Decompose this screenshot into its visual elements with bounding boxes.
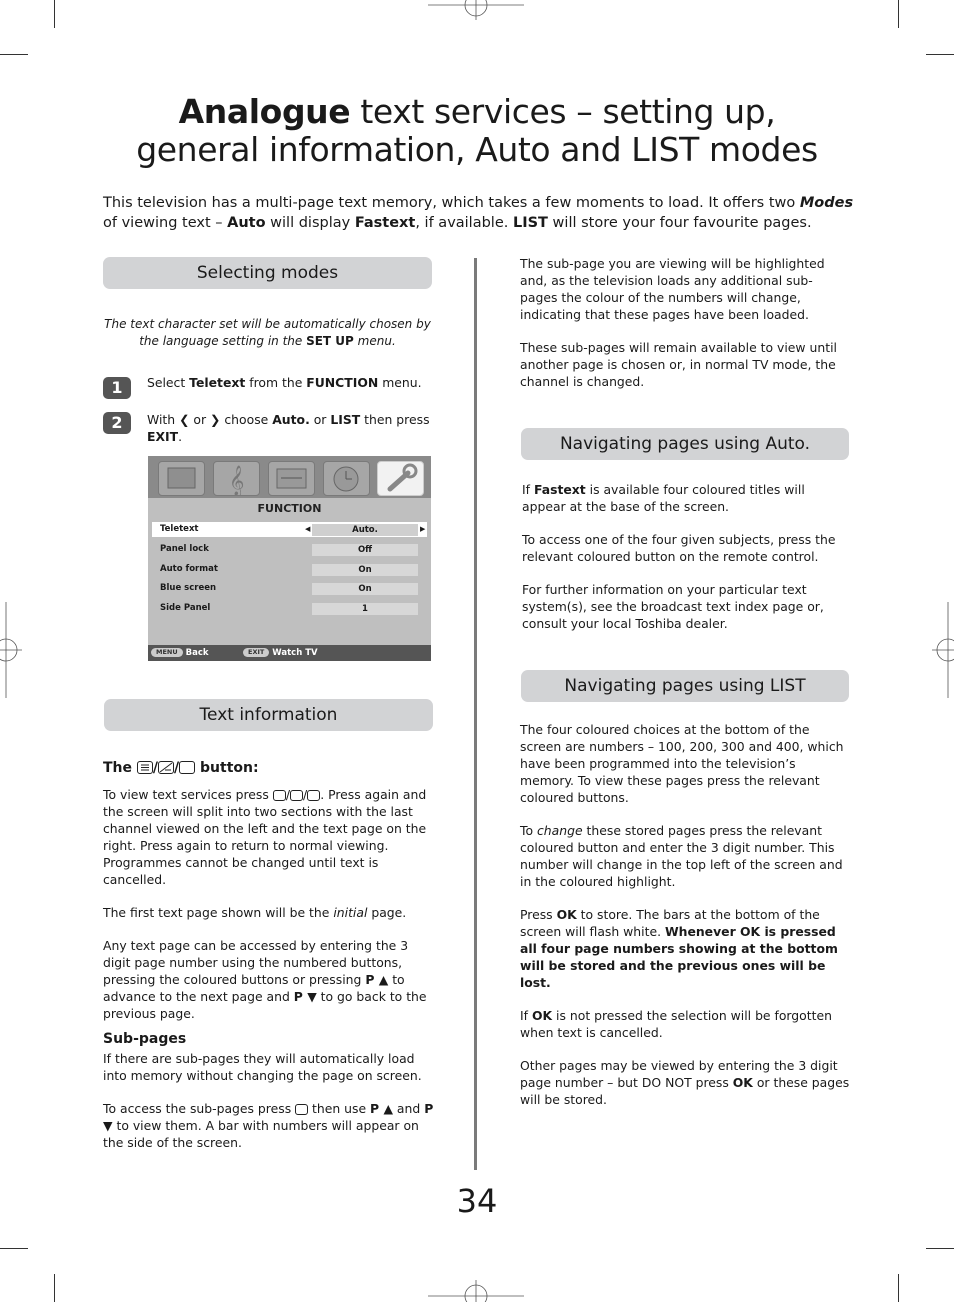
text-info-body: To view text services press / / . Press again and the screen will split into two sections with the last channel viewed on the left and the text page on the right. Press again to return to normal viewing. Programmes cannot be changed until text is cancelled. The first text page shown will be the initial page. Any text page can be accessed by entering the 3 digit page number using the numbered buttons, pressing the coloured buttons or pressing P ▲ to advance to the next page and P ▼ to go back to the previous page. Sub-pages If there are sub-pages they will automatically load into memory without changing the page on screen. To access the sub-pages press then use P ▲ and P ▼ to view them. A bar with numbers will appear on the side of the screen. xyxy=(103,787,434,1150)
title-line2: general information, Auto and LIST modes xyxy=(136,130,818,169)
menu-row-blue-screen[interactable]: Blue screen On xyxy=(152,581,427,596)
crop-mark xyxy=(926,54,954,55)
menu-row-auto-format[interactable]: Auto format On xyxy=(152,562,427,577)
subpage-icon xyxy=(295,1104,308,1115)
menu-row-panel-lock[interactable]: Panel lock Off xyxy=(152,542,427,557)
registration-mark-bottom xyxy=(428,1280,524,1302)
crop-mark xyxy=(0,1248,28,1249)
setup-icon xyxy=(268,461,315,496)
clock-icon xyxy=(323,461,370,496)
menu-row-teletext[interactable]: Teletext Auto. ◀ ▶ xyxy=(152,522,427,537)
menu-title: FUNCTION xyxy=(257,502,322,515)
chevron-right-icon: ❯ xyxy=(210,412,221,427)
title-bold: Analogue xyxy=(178,92,351,131)
list-nav-heading: Navigating pages using LIST xyxy=(521,670,849,702)
tv-icon xyxy=(179,761,195,774)
registration-mark-left xyxy=(0,602,22,698)
crop-mark xyxy=(926,1248,954,1249)
step-2-badge: 2 xyxy=(103,412,131,434)
arrow-right-icon: ▶ xyxy=(420,525,426,533)
step-2-text: With ❮ or ❯ choose Auto. or LIST then press EXIT. xyxy=(147,412,430,444)
menu-icon-bar xyxy=(148,456,431,498)
crop-mark xyxy=(54,0,55,28)
title-line1: text services – setting up, xyxy=(350,92,776,131)
menu-row-side-panel[interactable]: Side Panel 1 xyxy=(152,601,427,616)
page-title xyxy=(60,93,894,169)
arrow-left-icon: ◀ xyxy=(305,525,311,533)
tv-icon xyxy=(307,790,320,801)
svg-text:𝄞: 𝄞 xyxy=(229,466,245,495)
text-icon xyxy=(273,790,286,801)
auto-nav-body: If Fastext is available four coloured titles will appear at the base of the screen. To access one of the four given subjects, press the relevant coloured button on the remote control. For further information on your particular text system(s), see the broadcast text index page or, consult your local Toshiba dealer. xyxy=(522,482,836,631)
auto-nav-heading: Navigating pages using Auto. xyxy=(521,428,849,460)
exit-key: EXIT Watch TV xyxy=(243,645,318,661)
tv-function-menu xyxy=(148,456,431,661)
intro-paragraph: This television has a multi-page text memory, which takes a few moments to load. It offers two Modes of viewing text – Auto will display Fastext, if available. LIST will store your four favourite pages. xyxy=(103,195,854,231)
crop-mark xyxy=(54,1274,55,1302)
crop-mark xyxy=(898,0,899,28)
chevron-left-icon: ❮ xyxy=(179,412,190,427)
page-number: 34 xyxy=(456,1182,498,1220)
step-1-text: Select Teletext from the FUNCTION menu. xyxy=(147,375,422,390)
text-button-heading: The / / button: xyxy=(103,760,259,776)
registration-mark-right xyxy=(932,602,954,698)
registration-mark-top xyxy=(428,0,524,20)
list-nav-body: The four coloured choices at the bottom of the screen are numbers – 100, 200, 300 and 400, which have been programmed into the television’s memory. To view these pages press the relevant coloured buttons. To change these stored pages press the relevant coloured button and enter the 3 digit number. This number will change in the top left of the screen and in the coloured highlight. Press OK to store. The bars at the bottom of the screen will flash white. Whenever OK is pressed all four page numbers showing at the bottom will be stored and the previous ones will be lost. If OK is not pressed the selection will be forgotten when text is cancelled. Other pages may be viewed by entering the 3 digit page number – but DO NOT press OK or these pages will be stored. xyxy=(520,722,850,1107)
column-divider xyxy=(474,258,477,1170)
menu-key: MENU Back xyxy=(151,645,209,661)
selecting-modes-heading: Selecting modes xyxy=(103,257,432,289)
sound-icon xyxy=(213,461,260,496)
text-icon xyxy=(137,761,153,774)
subpage-info: The sub-page you are viewing will be highlighted and, as the television loads any additional sub-pages the colour of the numbers will change, indicating that these pages have been loaded. These sub-pages will remain available to view until another page is chosen or, in normal TV mode, the channel is changed. xyxy=(520,256,837,389)
text-information-heading: Text information xyxy=(104,699,433,731)
function-tool-icon xyxy=(377,461,424,496)
menu-footer xyxy=(148,645,431,661)
step-1-badge: 1 xyxy=(103,377,131,399)
charset-note: The text character set will be automatically chosen by the language setting in the SET UP menu. xyxy=(104,317,431,348)
crop-mark xyxy=(0,54,28,55)
sub-pages-heading: Sub-pages xyxy=(103,1031,187,1047)
crop-mark xyxy=(898,1274,899,1302)
picture-icon xyxy=(158,461,205,496)
mix-text-icon xyxy=(158,761,174,774)
mix-text-icon xyxy=(290,790,303,801)
